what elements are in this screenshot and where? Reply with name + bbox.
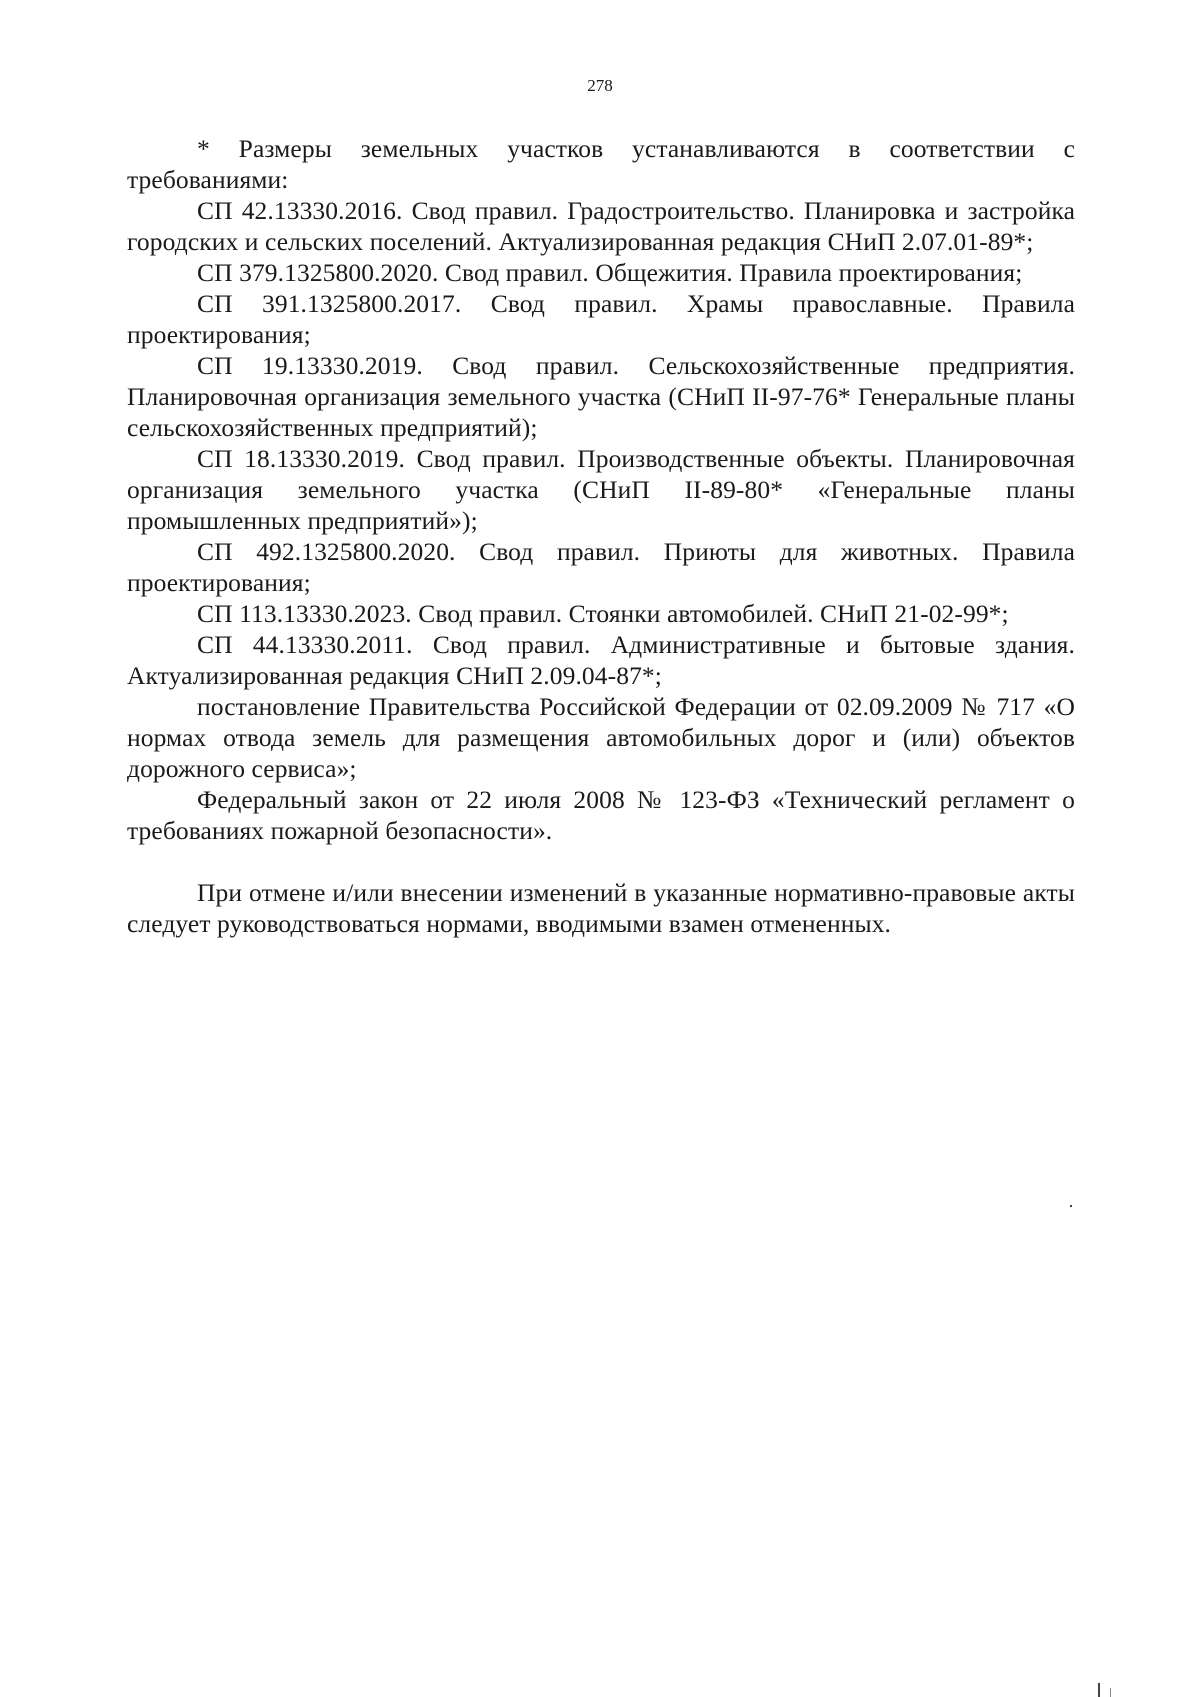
regulation-item-government-decree: постановление Правительства Российской Федерации от 02.09.2009 № 717 «О нормах отвода земель для размещения автомобильных дорог и (или) объектов дорожного сервиса»;: [127, 692, 1075, 783]
regulation-item-sp-391: СП 391.1325800.2017. Свод правил. Храмы православные. Правила проектирования;: [127, 289, 1075, 349]
footnote-intro-paragraph: * Размеры земельных участков устанавливаются в соответствии с требованиями:: [127, 134, 1075, 194]
regulation-item-sp-113: СП 113.13330.2023. Свод правил. Стоянки автомобилей. СНиП 21-02-99*;: [197, 599, 1009, 628]
regulation-item-sp-379: СП 379.1325800.2020. Свод правил. Общежития. Правила проектирования;: [197, 258, 1023, 287]
regulation-item-sp-492: СП 492.1325800.2020. Свод правил. Приюты для животных. Правила проектирования;: [127, 537, 1075, 597]
regulation-item-sp-42: СП 42.13330.2016. Свод правил. Градостроительство. Планировка и застройка городских и сельских поселений. Актуализированная редакция СНиП 2.07.01-89*;: [127, 196, 1075, 256]
regulation-item-sp-19: СП 19.13330.2019. Свод правил. Сельскохозяйственные предприятия. Планировочная организация земельного участка (СНиП II-97-76* Генеральные планы сельскохозяйственных предприятий);: [127, 351, 1075, 442]
closing-paragraph: При отмене и/или внесении изменений в указанные нормативно-правовые акты следует руководствоваться нормами, вводимыми взамен отмененных.: [127, 878, 1075, 938]
regulation-item-federal-law: Федеральный закон от 22 июля 2008 № 123-ФЗ «Технический регламент о требованиях пожарной безопасности».: [127, 785, 1075, 845]
regulation-item-sp-44: СП 44.13330.2011. Свод правил. Административные и бытовые здания. Актуализированная редакция СНиП 2.09.04-87*;: [127, 630, 1075, 690]
document-body: [127, 133, 1075, 939]
scan-mark: [1110, 1688, 1111, 1697]
page-number: 278: [587, 76, 613, 95]
scan-speck: [1070, 1205, 1072, 1207]
regulation-item-sp-18: СП 18.13330.2019. Свод правил. Производственные объекты. Планировочная организация земельного участка (СНиП II-89-80* «Генеральные планы промышленных предприятий»);: [127, 444, 1075, 535]
scan-mark: [1098, 1683, 1100, 1697]
